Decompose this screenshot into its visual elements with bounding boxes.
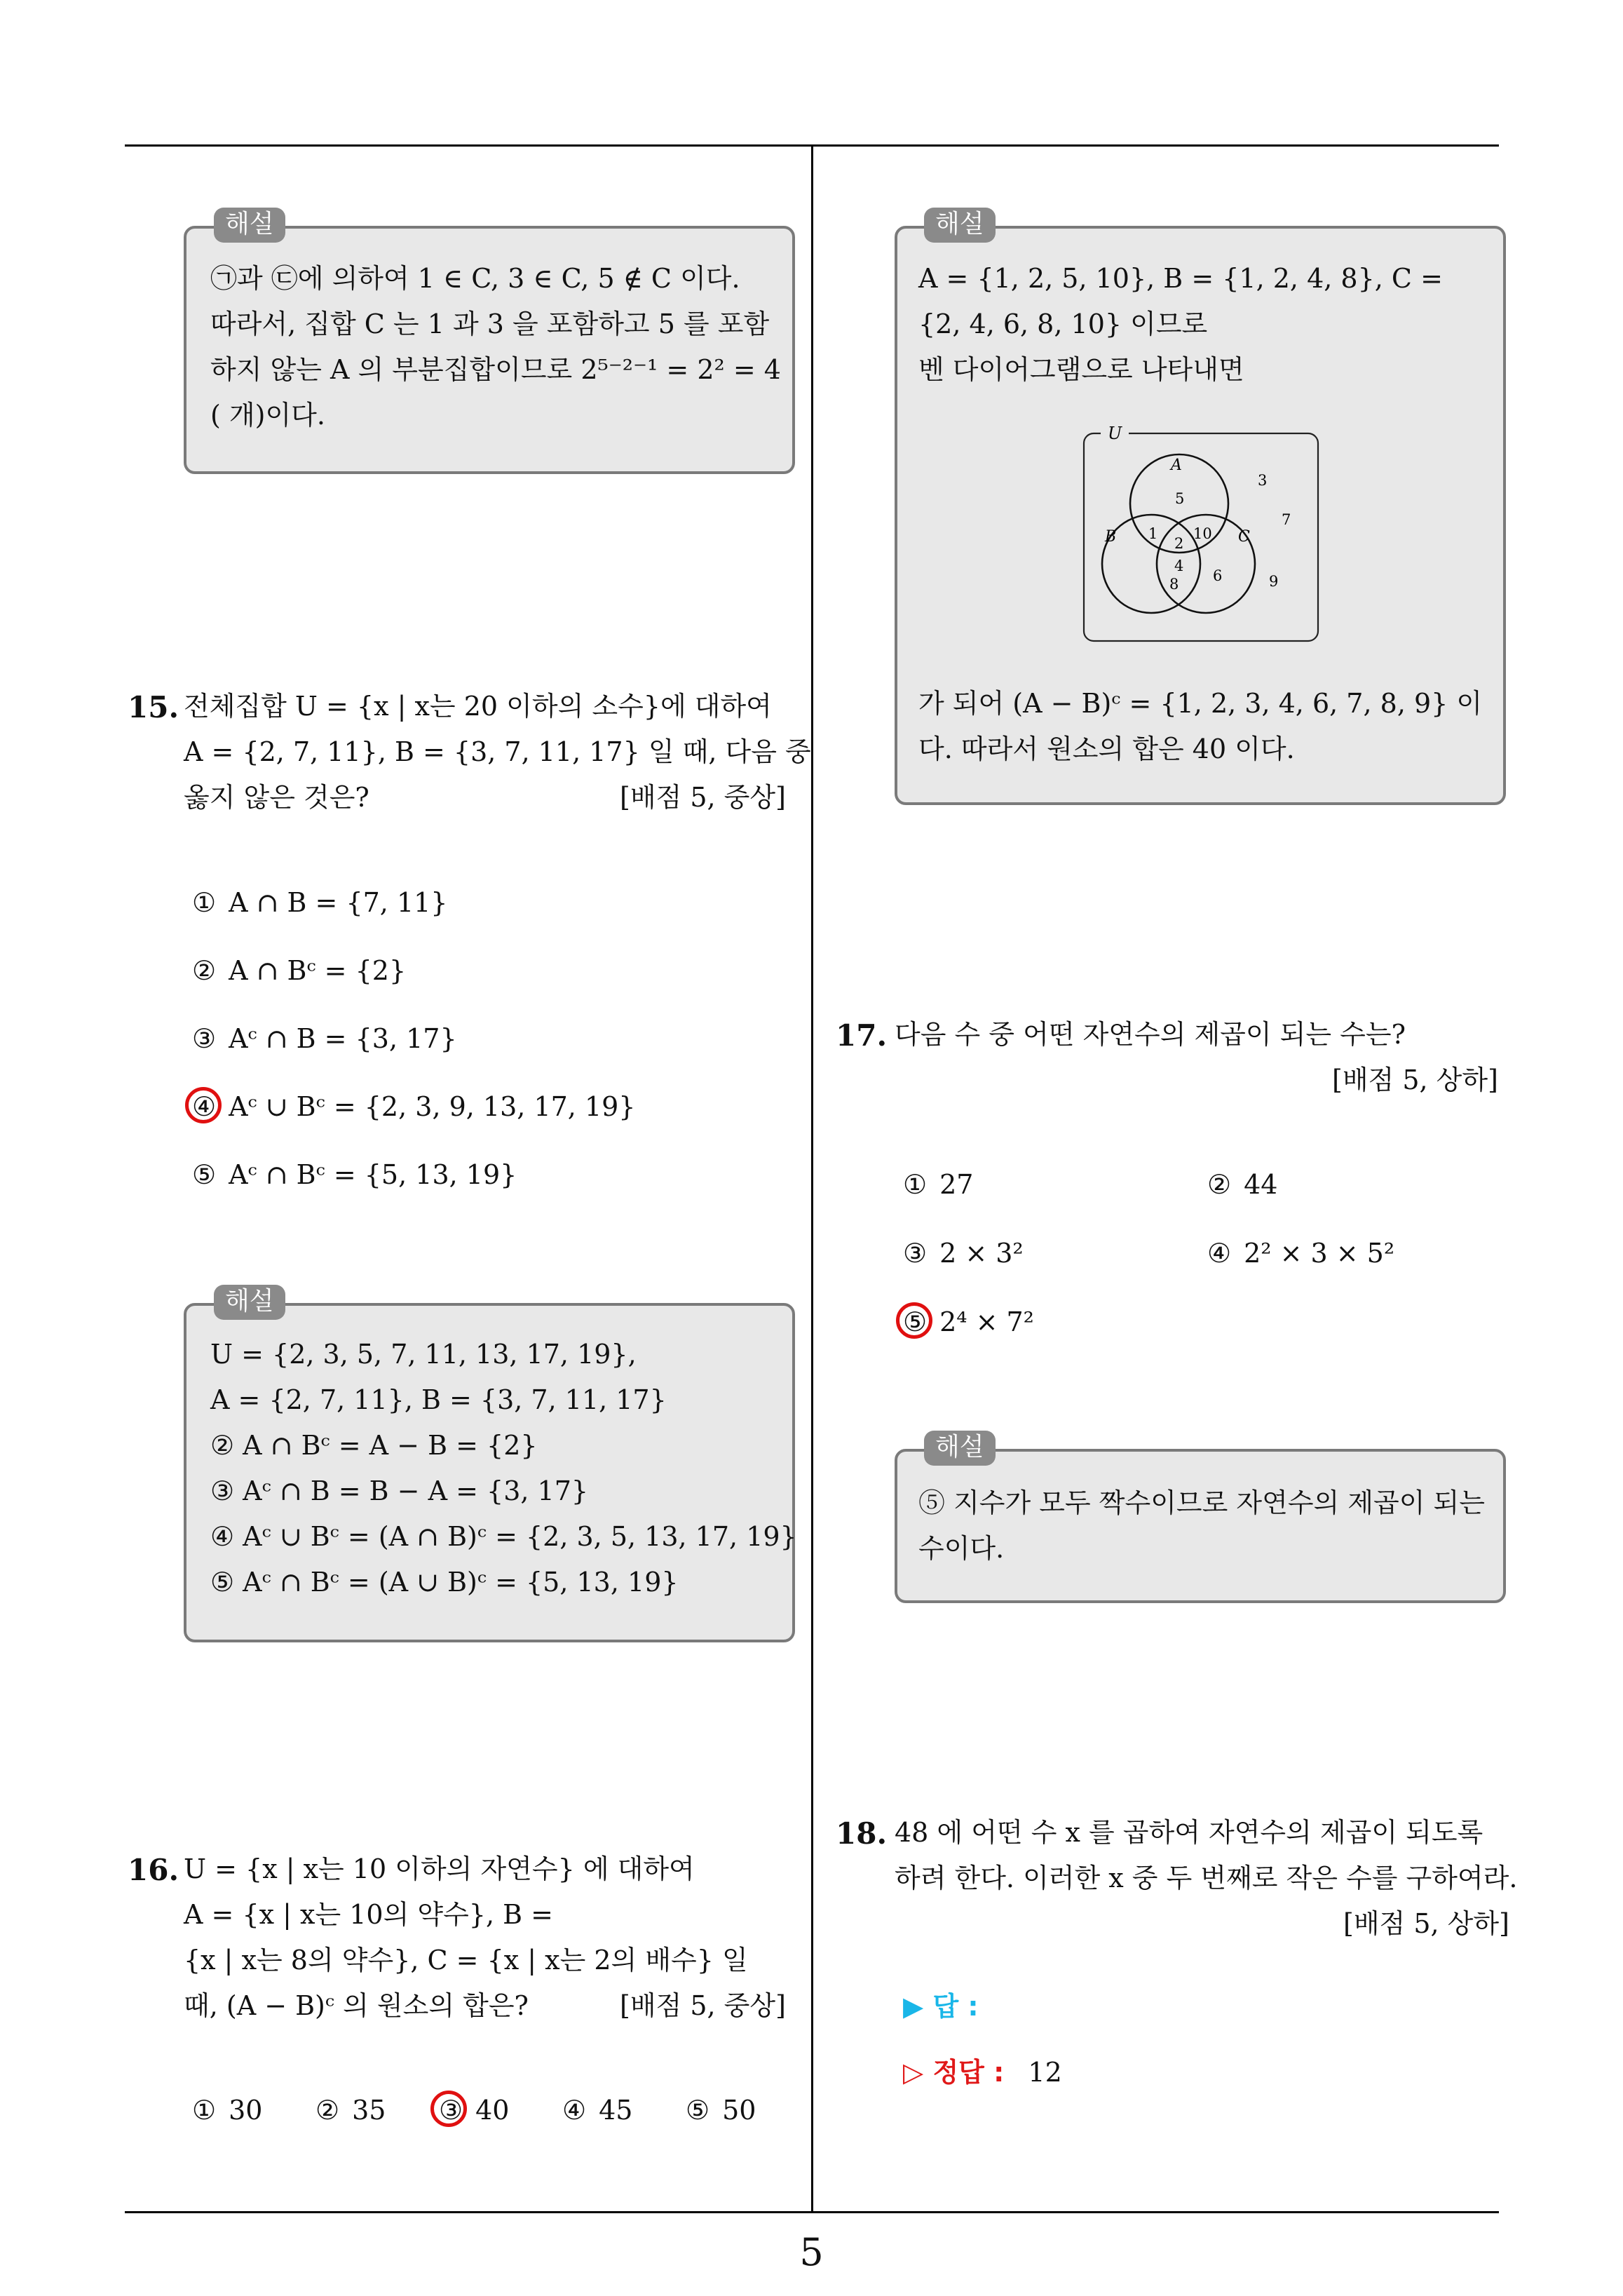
answer-label: ▶ 답 :	[903, 1991, 979, 2022]
option-1[interactable]	[192, 2095, 263, 2126]
solution-line: ② A ∩ Bᶜ = A − B = {2}	[210, 1430, 538, 1461]
solution-line: ( 개)이다.	[210, 400, 325, 431]
option-3[interactable]	[192, 1025, 457, 1052]
option-number: ④	[192, 1091, 217, 1122]
option-number: ③	[903, 1238, 928, 1269]
option-number: ⑤	[903, 1306, 928, 1337]
selected-answer-mark	[430, 2091, 467, 2127]
option-4[interactable]	[562, 2095, 633, 2126]
option-2[interactable]	[315, 2095, 386, 2126]
venn-region-a-only: 5	[1175, 490, 1185, 507]
correct-answer-label: ▷ 정답 :	[903, 2057, 1005, 2088]
question-points: [배점 5, 중상]	[620, 1990, 786, 2021]
option-text: 27	[939, 1169, 974, 1200]
solution-line: U = {2, 3, 5, 7, 11, 13, 17, 19},	[210, 1339, 637, 1370]
solution-line: ④ Aᶜ ∪ Bᶜ = (A ∩ B)ᶜ = {2, 3, 5, 13, 17, 19}	[210, 1521, 797, 1552]
selected-answer-mark	[185, 1087, 222, 1123]
question-text: 하려 한다. 이러한 x 중 두 번째로 작은 수를 구하여라.	[895, 1863, 1518, 1893]
option-text: 2² × 3 × 5²	[1244, 1238, 1395, 1269]
venn-region-ac: 10	[1193, 525, 1212, 542]
question-text: A = {x | x는 10의 약수}, B =	[184, 1899, 553, 1930]
venn-region-bc: 4	[1174, 558, 1184, 574]
option-text: 40	[475, 2095, 510, 2126]
page-number: 5	[799, 2230, 824, 2274]
option-number: ①	[192, 887, 217, 918]
option-text: 2 × 3²	[939, 1238, 1024, 1269]
solution-line: A = {2, 7, 11}, B = {3, 7, 11, 17}	[210, 1384, 667, 1415]
solution-line: 가 되어 (A − B)ᶜ = {1, 2, 3, 4, 6, 7, 8, 9} 이	[918, 688, 1483, 719]
option-text: A ∩ B = {7, 11}	[229, 887, 448, 918]
option-number: ③	[439, 2095, 463, 2126]
option-4[interactable]	[192, 1093, 636, 1120]
solution-tag: 해설	[214, 1285, 285, 1320]
question-text: 때, (A − B)ᶜ 의 원소의 합은?	[184, 1990, 529, 2021]
question-text: {x | x는 8의 약수}, C = {x | x는 2의 배수} 일	[184, 1945, 748, 1976]
venn-label-b: B	[1105, 528, 1117, 546]
selected-answer-mark	[896, 1302, 932, 1339]
question-text: 다음 수 중 어떤 자연수의 제곱이 되는 수는?	[895, 1019, 1406, 1050]
solution-line: ③ Aᶜ ∩ B = B − A = {3, 17}	[210, 1475, 589, 1506]
question-number-15: 15.	[128, 690, 179, 724]
question-points: [배점 5, 상하]	[1332, 1065, 1498, 1095]
option-number: ⑤	[686, 2095, 710, 2126]
option-text: A ∩ Bᶜ = {2}	[229, 955, 407, 986]
question-text: 옳지 않은 것은?	[184, 782, 369, 813]
option-number: ⑤	[192, 1159, 217, 1190]
question-points: [배점 5, 상하]	[1343, 1908, 1509, 1939]
option-3[interactable]	[903, 1240, 1024, 1267]
venn-region-c-only: 6	[1213, 567, 1223, 584]
option-1[interactable]	[903, 1171, 973, 1198]
option-2[interactable]	[1207, 1171, 1277, 1198]
solution-line: {2, 4, 6, 8, 10} 이므로	[918, 309, 1208, 339]
venn-outside-9: 9	[1269, 573, 1279, 590]
correct-answer-row	[903, 2059, 1062, 2086]
option-number: ④	[562, 2095, 587, 2126]
option-number: ②	[192, 955, 217, 986]
question-number-18: 18.	[836, 1816, 888, 1851]
question-points: [배점 5, 중상]	[620, 782, 786, 813]
solution-tag: 해설	[924, 1431, 996, 1466]
option-number: ③	[192, 1023, 217, 1054]
column-divider	[811, 144, 813, 2213]
venn-region-bc-extra: 8	[1169, 576, 1179, 593]
venn-label-u: U	[1108, 424, 1122, 443]
option-text: Aᶜ ∩ Bᶜ = {5, 13, 19}	[229, 1159, 517, 1190]
correct-answer-value: 12	[1028, 2057, 1062, 2088]
venn-label-c: C	[1238, 528, 1250, 546]
solution-tag: 해설	[214, 208, 285, 243]
option-1[interactable]	[192, 889, 447, 916]
question-text: U = {x | x는 10 이하의 자연수} 에 대하여	[184, 1853, 695, 1884]
question-number-16: 16.	[128, 1853, 179, 1887]
question-text: 48 에 어떤 수 x 를 곱하여 자연수의 제곱이 되도록	[895, 1817, 1483, 1848]
option-number: ①	[903, 1169, 928, 1200]
option-text: 30	[229, 2095, 263, 2126]
option-text: 35	[352, 2095, 386, 2126]
question-text: A = {2, 7, 11}, B = {3, 7, 11, 17} 일 때, 다음 중	[184, 736, 811, 767]
question-number-17: 17.	[836, 1018, 888, 1053]
option-2[interactable]	[192, 957, 406, 984]
option-text: 2⁴ × 7²	[939, 1306, 1034, 1337]
solution-line: 수이다.	[918, 1533, 1005, 1564]
solution-line: 따라서, 집합 C 는 1 과 3 을 포함하고 5 를 포함	[210, 309, 770, 339]
option-text: 50	[722, 2095, 756, 2126]
option-text: Aᶜ ∪ Bᶜ = {2, 3, 9, 13, 17, 19}	[229, 1091, 636, 1122]
option-number: ②	[315, 2095, 340, 2126]
option-number: ②	[1207, 1169, 1232, 1200]
solution-box-17	[895, 1449, 1506, 1603]
option-4[interactable]	[1207, 1240, 1394, 1267]
option-5[interactable]	[192, 1161, 517, 1188]
solution-line: 다. 따라서 원소의 합은 40 이다.	[918, 734, 1295, 764]
option-5[interactable]	[686, 2095, 756, 2126]
venn-outside-7: 7	[1282, 511, 1291, 528]
option-text: 45	[599, 2095, 633, 2126]
venn-diagram	[1073, 418, 1325, 649]
solution-line: ⑤ Aᶜ ∩ Bᶜ = (A ∪ B)ᶜ = {5, 13, 19}	[210, 1567, 679, 1598]
question-text: 전체집합 U = {x | x는 20 이하의 소수}에 대하여	[184, 691, 772, 722]
venn-region-abc: 2	[1174, 535, 1184, 552]
solution-line: 하지 않는 A 의 부분집합이므로 2⁵⁻²⁻¹ = 2² = 4	[210, 354, 781, 385]
solution-line: ⑤ 지수가 모두 짝수이므로 자연수의 제곱이 되는	[918, 1487, 1485, 1518]
solution-line: ㉠과 ㉢에 의하여 1 ∈ C, 3 ∈ C, 5 ∉ C 이다.	[210, 263, 740, 294]
option-number: ①	[192, 2095, 217, 2126]
bottom-rule	[125, 2211, 1499, 2213]
solution-line: A = {1, 2, 5, 10}, B = {1, 2, 4, 8}, C =	[918, 263, 1443, 294]
option-text: Aᶜ ∩ B = {3, 17}	[229, 1023, 457, 1054]
option-text: 44	[1244, 1169, 1278, 1200]
option-number: ④	[1207, 1238, 1232, 1269]
venn-region-ab: 1	[1148, 525, 1158, 542]
solution-tag: 해설	[924, 208, 996, 243]
venn-label-a: A	[1171, 457, 1182, 474]
solution-line: 벤 다이어그램으로 나타내면	[918, 354, 1244, 385]
venn-outside-3: 3	[1258, 472, 1268, 489]
